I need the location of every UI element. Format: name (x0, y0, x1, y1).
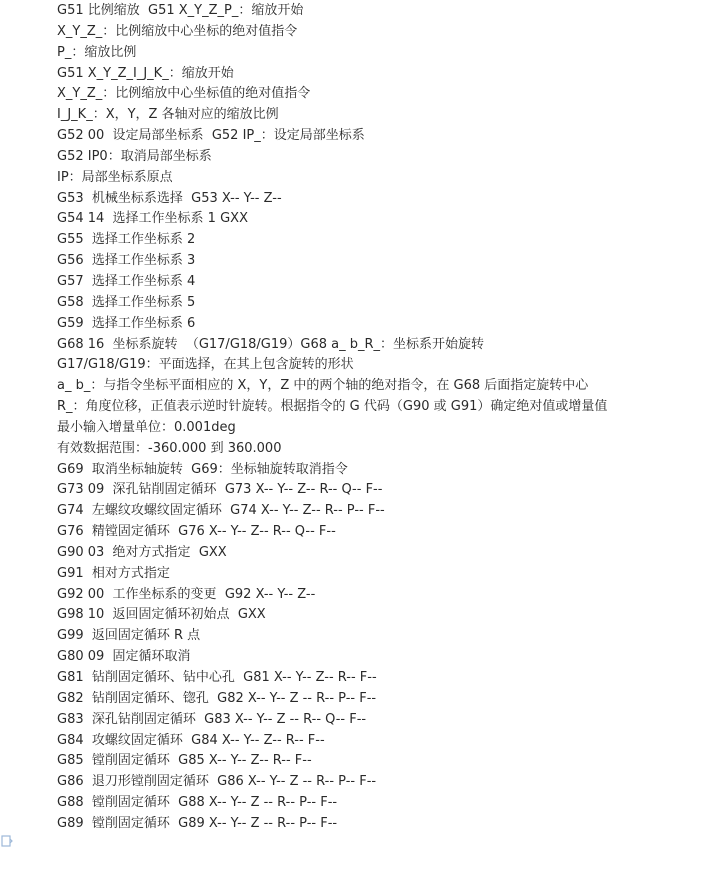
doc-line-7: G52 00 设定局部坐标系 G52 IP_：设定局部坐标系 (57, 128, 365, 144)
doc-line-16: G59 选择工作坐标系 6 (57, 315, 196, 331)
doc-line-6: I_J_K_：X，Y，Z 各轴对应的缩放比例 (57, 107, 279, 123)
doc-line-36: G84 攻螺纹固定循环 G84 X-- Y-- Z-- R-- F-- (57, 732, 325, 748)
doc-line-19: a_ b_：与指令坐标平面相应的 X，Y，Z 中的两个轴的绝对指令，在 G68 后面指定旋转中心 (57, 378, 589, 394)
document-body (57, 1, 617, 835)
doc-line-15: G58 选择工作坐标系 5 (57, 294, 196, 310)
doc-line-27: G90 03 绝对方式指定 GXX (57, 544, 227, 560)
doc-line-35: G83 深孔钻削固定循环 G83 X-- Y-- Z -- R-- Q-- F-- (57, 711, 367, 727)
doc-line-3: P_：缩放比例 (57, 44, 137, 60)
doc-line-21: 最小输入增量单位：0.001deg (57, 419, 236, 435)
doc-line-28: G91 相对方式指定 (57, 565, 170, 581)
doc-line-34: G82 钻削固定循环、锪孔 G82 X-- Y-- Z -- R-- P-- F-- (57, 690, 377, 706)
doc-line-33: G81 钻削固定循环、钻中心孔 G81 X-- Y-- Z-- R-- F-- (57, 670, 377, 685)
doc-line-25: G74 左螺纹攻螺纹固定循环 G74 X-- Y-- Z-- R-- P-- F-- (57, 503, 385, 519)
doc-line-20: R_：角度位移，正值表示逆时针旋转。根据指令的 G 代码（G90 或 G91）确定绝对值或增量值 (57, 399, 608, 415)
doc-line-30: G98 10 返回固定循环初始点 GXX (57, 607, 266, 623)
doc-line-31: G99 返回固定循环 R 点 (57, 628, 201, 644)
doc-line-37: G85 镗削固定循环 G85 X-- Y-- Z-- R-- F-- (57, 753, 312, 769)
doc-line-5: X_Y_Z_：比例缩放中心坐标值的绝对值指令 (57, 86, 311, 102)
doc-line-8: G52 IP0：取消局部坐标系 (57, 148, 212, 164)
doc-line-22: 有效数据范围：-360.000 到 360.000 (57, 440, 282, 456)
doc-line-1: G51 比例缩放 G51 X_Y_Z_P_：缩放开始 (57, 3, 304, 18)
doc-line-9: IP：局部坐标系原点 (57, 169, 173, 185)
doc-line-39: G88 镗削固定循环 G88 X-- Y-- Z -- R-- P-- F-- (57, 795, 338, 811)
doc-line-18: G17/G18/G19：平面选择，在其上包含旋转的形状 (57, 357, 354, 373)
doc-line-29: G92 00 工作坐标系的变更 G92 X-- Y-- Z-- (57, 586, 316, 602)
doc-line-23: G69 取消坐标轴旋转 G69：坐标轴旋转取消指令 (57, 461, 348, 477)
doc-line-2: X_Y_Z_：比例缩放中心坐标的绝对值指令 (57, 23, 298, 39)
doc-line-40: G89 镗削固定循环 G89 X-- Y-- Z -- R-- P-- F-- (57, 815, 338, 831)
doc-line-26: G76 精镗固定循环 G76 X-- Y-- Z-- R-- Q-- F-- (57, 524, 336, 540)
doc-line-4: G51 X_Y_Z_I_J_K_：缩放开始 (57, 65, 234, 81)
doc-line-12: G55 选择工作坐标系 2 (57, 232, 196, 248)
doc-line-17: G68 16 坐标系旋转 （G17/G18/G19）G68 a_ b_R_：坐标系开始旋转 (57, 336, 485, 352)
doc-line-10: G53 机械坐标系选择 G53 X-- Y-- Z-- (57, 190, 282, 206)
doc-line-38: G86 退刀形镗削固定循环 G86 X-- Y-- Z -- R-- P-- F-- (57, 774, 377, 790)
doc-line-11: G54 14 选择工作坐标系 1 GXX (57, 211, 248, 227)
doc-line-24: G73 09 深孔钻削固定循环 G73 X-- Y-- Z-- R-- Q-- F-- (57, 482, 383, 498)
page-icon[interactable] (0, 834, 16, 850)
doc-line-32: G80 09 固定循环取消 (57, 649, 191, 665)
doc-line-13: G56 选择工作坐标系 3 (57, 253, 196, 269)
doc-line-14: G57 选择工作坐标系 4 (57, 273, 196, 289)
